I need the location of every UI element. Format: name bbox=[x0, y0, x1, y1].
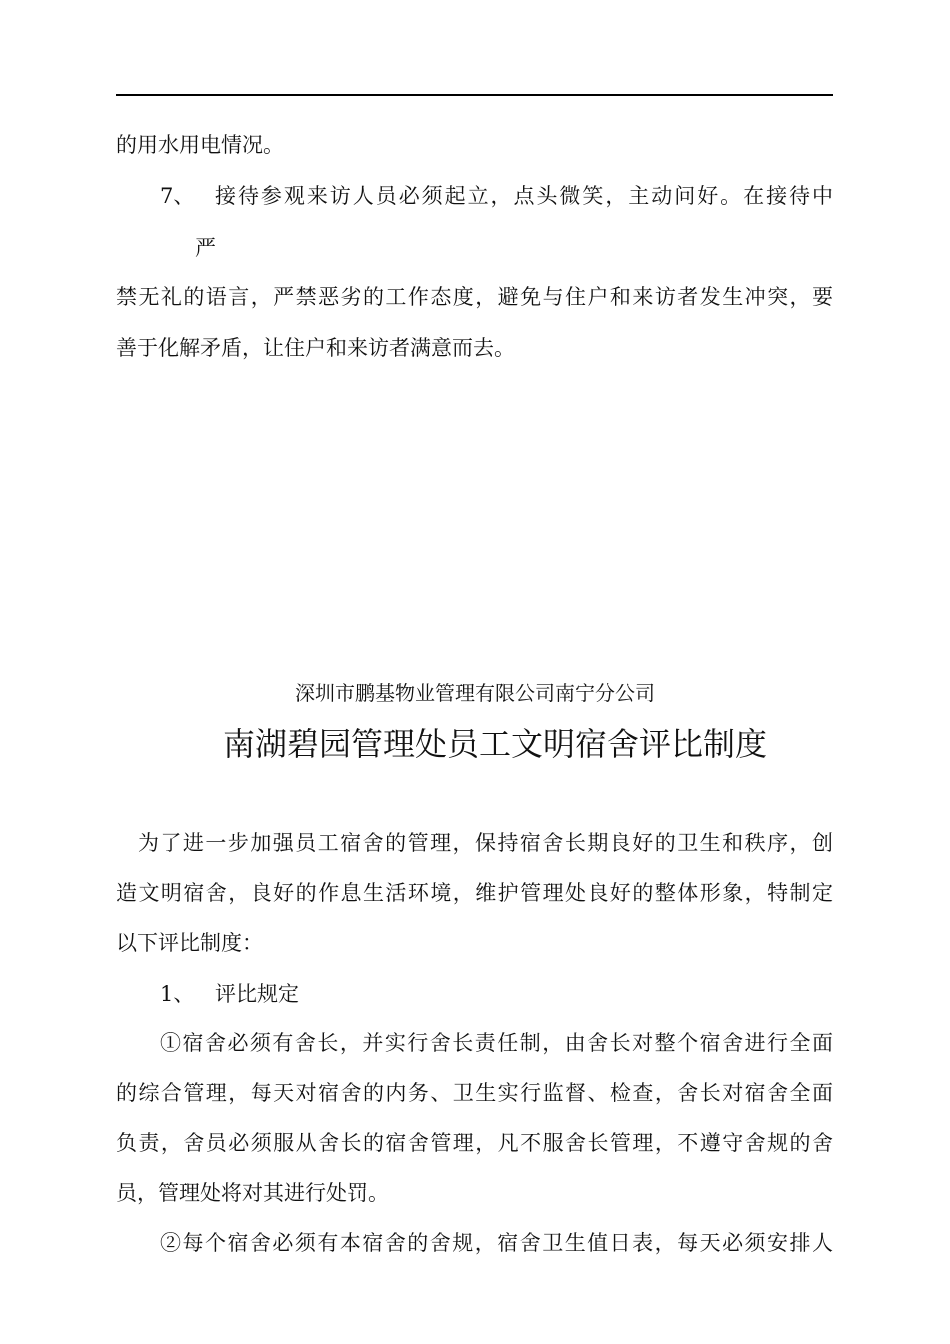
intro-line-3: 以下评比制度： bbox=[116, 931, 263, 955]
item-7-line-1: 接待参观来访人员必须起立，点头微笑，主动问好。在接待中 bbox=[215, 184, 833, 208]
rule-1-line-1: ①宿舍必须有舍长，并实行舍长责任制，由舍长对整个宿舍进行全面 bbox=[160, 1031, 833, 1055]
intro-line-1: 为了进一步加强员工宿舍的管理，保持宿舍长期良好的卫生和秩序，创 bbox=[138, 831, 833, 855]
company-name: 深圳市鹏基物业管理有限公司南宁分公司 bbox=[295, 681, 655, 705]
item-7-number: 7、 bbox=[160, 184, 195, 208]
section-1-number: 1、 bbox=[160, 982, 195, 1006]
section-1-heading: 评比规定 bbox=[215, 982, 299, 1006]
header-rule bbox=[116, 94, 833, 96]
item-7-line-4: 善于化解矛盾，让住户和来访者满意而去。 bbox=[116, 336, 515, 360]
item-7-line-3: 禁无礼的语言，严禁恶劣的工作态度，避免与住户和来访者发生冲突，要 bbox=[116, 285, 833, 309]
rule-2-line-1: ②每个宿舍必须有本宿舍的舍规，宿舍卫生值日表，每天必须安排人 bbox=[160, 1231, 833, 1255]
rule-1-line-4: 员，管理处将对其进行处罚。 bbox=[116, 1181, 389, 1205]
rule-1-line-3: 负责，舍员必须服从舍长的宿舍管理，凡不服舍长管理，不遵守舍规的舍 bbox=[116, 1131, 833, 1155]
rule-1-line-2: 的综合管理，每天对宿舍的内务、卫生实行监督、检查，舍长对宿舍全面 bbox=[116, 1081, 833, 1105]
paragraph-continuation: 的用水用电情况。 bbox=[116, 133, 284, 157]
item-7-line-2: 严 bbox=[195, 236, 216, 260]
document-title: 南湖碧园管理处员工文明宿舍评比制度 bbox=[222, 725, 767, 763]
intro-line-2: 造文明宿舍，良好的作息生活环境，维护管理处良好的整体形象，特制定 bbox=[116, 881, 833, 905]
